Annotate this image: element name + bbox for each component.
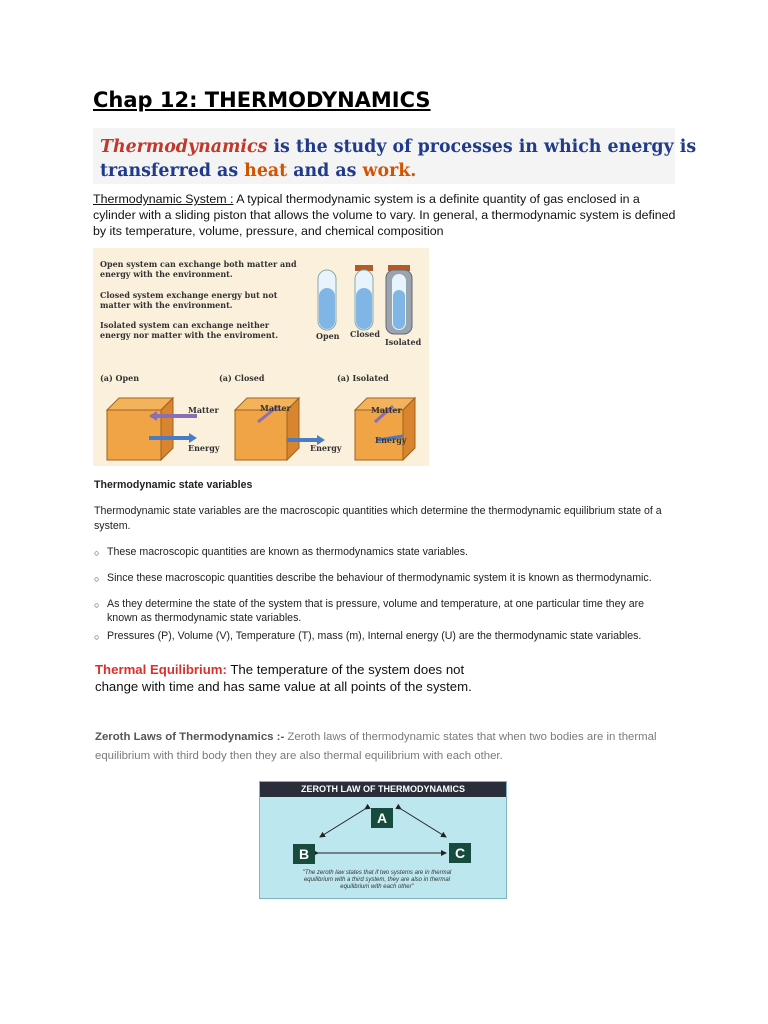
zeroth-law-quote: "The zeroth law states that if two systems are in thermal equilibrium with a third system, they are also in thermal equilibrium with each other" xyxy=(302,870,452,890)
bullet-icon: ○ xyxy=(94,548,100,558)
thermal-equilibrium-text: The temperature of the system does not change with time and has same value at all points of the system. xyxy=(95,662,472,694)
banner-and: and as xyxy=(293,161,357,181)
bullet-icon: ○ xyxy=(94,600,100,610)
system-types-figure xyxy=(93,248,429,466)
system-label: Thermodynamic System : xyxy=(93,192,234,206)
state-variables-definition: Thermodynamic state variables are the macroscopic quantities which determine the thermodynamic equilibrium state of a system. xyxy=(94,505,662,532)
zeroth-law-figure-heading: ZEROTH LAW OF THERMODYNAMICS xyxy=(260,782,506,797)
zeroth-law-paragraph xyxy=(95,728,675,766)
banner-line2: transferred as xyxy=(100,161,239,181)
box1-energy-label: Energy xyxy=(188,443,220,453)
definition-banner xyxy=(93,128,697,184)
open-system-description: Open system can exchange both matter and energy with the environment. xyxy=(100,259,297,279)
tube-label-open: Open xyxy=(316,331,340,341)
list-item: ○ Pressures (P), Volume (V), Temperature (T), mass (m), Internal energy (U) are the thermodynamic state variables. xyxy=(94,630,642,642)
box2-energy-label: Energy xyxy=(310,443,342,453)
box-caption-isolated: (a) Isolated xyxy=(337,373,389,383)
bullet-icon: ○ xyxy=(94,574,100,584)
banner-heat: heat xyxy=(244,161,288,181)
box3-matter-label: Matter xyxy=(371,405,402,415)
page-title: Chap 12: THERMODYNAMICS xyxy=(93,88,431,112)
system-paragraph xyxy=(93,191,683,239)
bullet-icon: ○ xyxy=(94,632,100,642)
box1-matter-label: Matter xyxy=(188,405,219,415)
tube-label-closed: Closed xyxy=(350,329,380,339)
banner-keyword: Thermodynamics xyxy=(100,137,268,157)
system-node-b: B xyxy=(293,844,315,864)
banner-line1: is the study of processes in which energy is xyxy=(273,137,697,157)
zeroth-law-text: Zeroth laws of thermodynamic states that when two bodies are in thermal equilibrium with third body then they are also thermal equilibrium with each other. xyxy=(95,731,657,762)
list-item: ○ These macroscopic quantities are known as thermodynamics state variables. xyxy=(94,546,468,558)
zeroth-law-label: Zeroth Laws of Thermodynamics :- xyxy=(95,731,285,743)
isolated-system-description: Isolated system can exchange neither energy nor matter with the enviroment. xyxy=(100,320,279,340)
banner-work: work. xyxy=(362,161,417,181)
list-item: ○ As they determine the state of the system that is pressure, volume and temperature, at one particular time they are known as thermodynamic state variables. xyxy=(94,598,645,624)
box-caption-closed: (a) Closed xyxy=(219,373,265,383)
system-boxes-illustration xyxy=(93,388,429,466)
state-variables-heading: Thermodynamic state variables xyxy=(94,479,253,491)
system-node-a: A xyxy=(371,808,393,828)
tube-label-isolated: Isolated xyxy=(385,337,422,347)
zeroth-law-figure xyxy=(259,781,507,899)
system-text: A typical thermodynamic system is a definite quantity of gas enclosed in a cylinder with a sliding piston that allows the volume to vary. In general, a thermodynamic system is defined by its temperature, volume, pressure, and chemical composition xyxy=(93,192,676,238)
box2-matter-label: Matter xyxy=(260,403,291,413)
closed-system-description: Closed system exchange energy but not matter with the environment. xyxy=(100,290,278,310)
thermal-equilibrium-paragraph xyxy=(95,662,495,695)
thermal-equilibrium-label: Thermal Equilibrium: xyxy=(95,662,227,677)
list-item: ○ Since these macroscopic quantities describe the behaviour of thermodynamic system it is known as thermodynamic. xyxy=(94,572,652,584)
box3-energy-label: Energy xyxy=(375,435,407,445)
box-caption-open: (a) Open xyxy=(100,373,140,383)
system-node-c: C xyxy=(449,843,471,863)
